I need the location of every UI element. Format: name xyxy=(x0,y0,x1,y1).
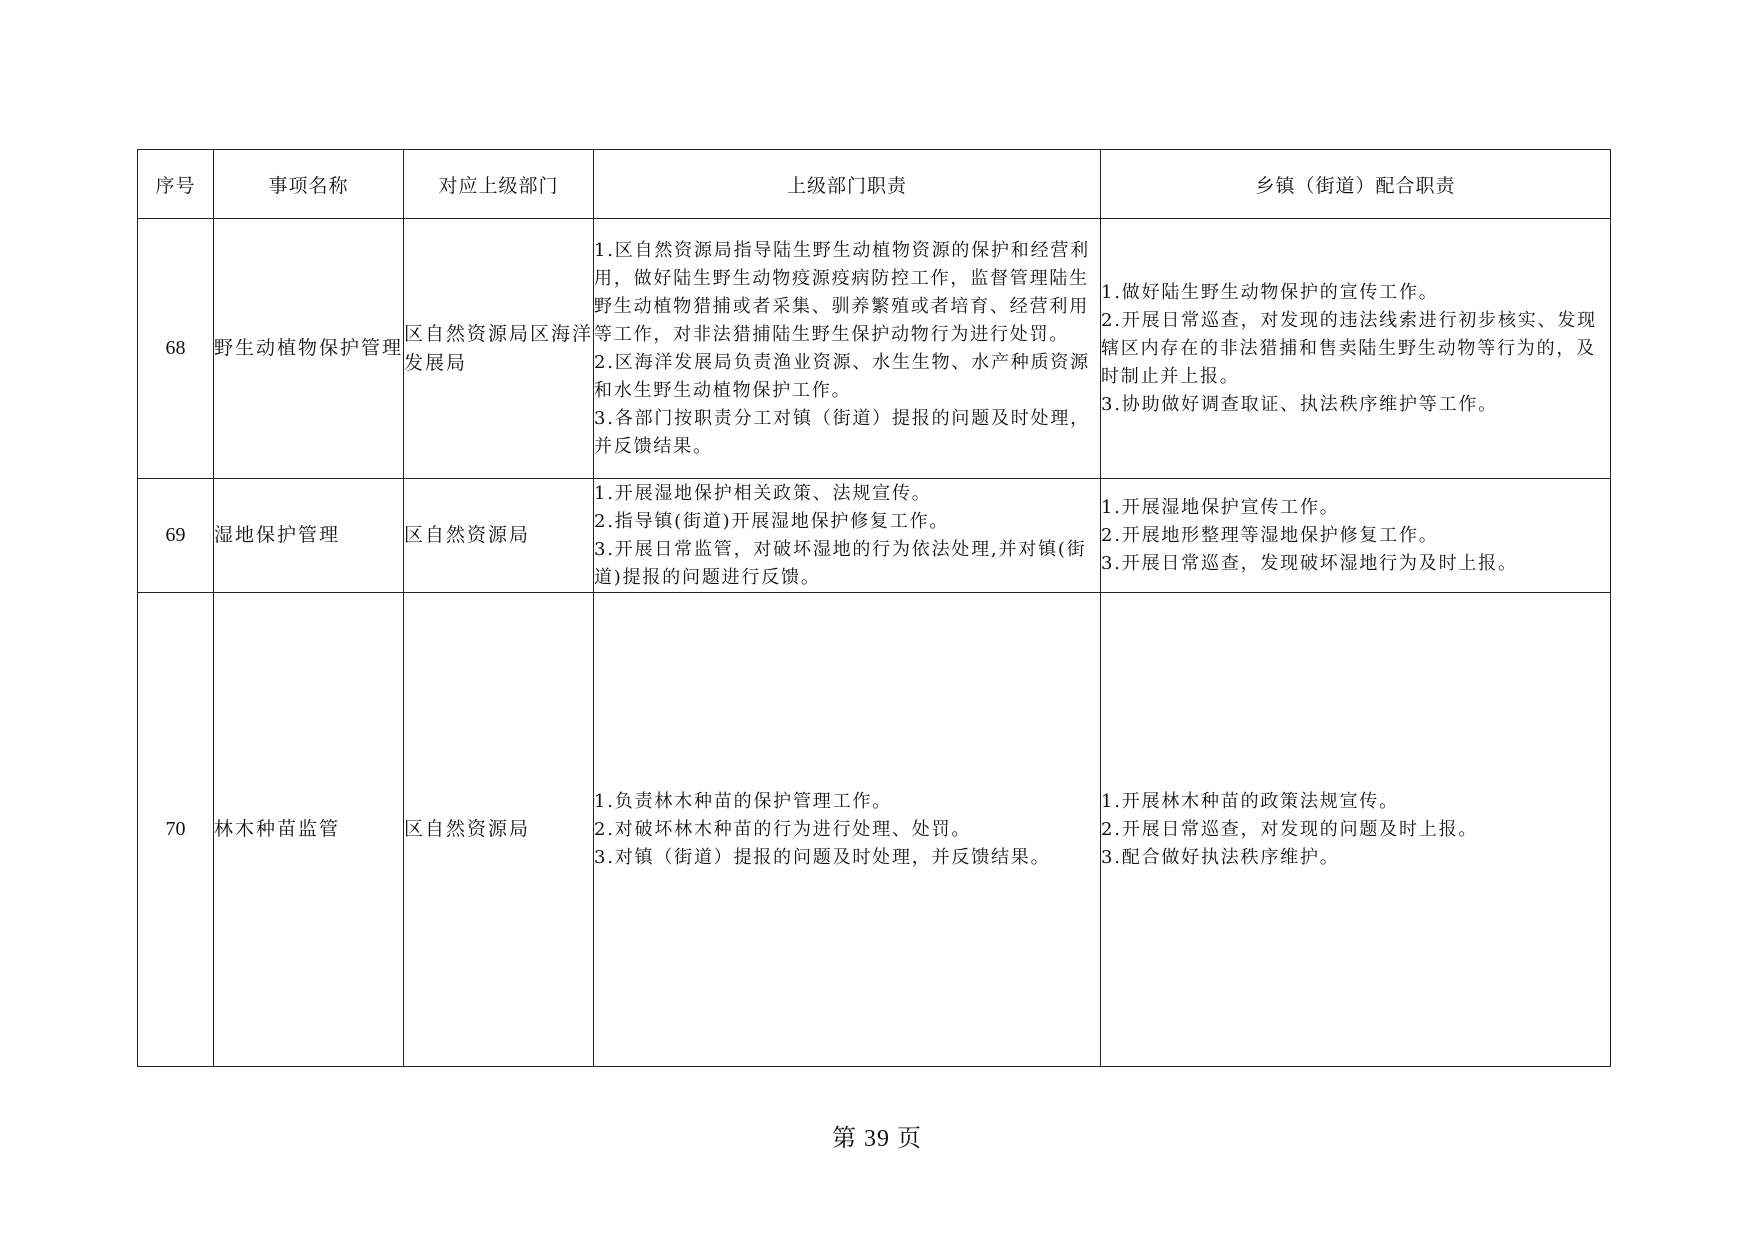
town-duty-item: 2.开展日常巡查，对发现的违法线索进行初步核实、发现辖区内存在的非法猎捕和售卖陆生野生动物等行为的，及时制止并上报。 xyxy=(1101,309,1597,387)
row-number: 70 xyxy=(138,593,214,1067)
header-item-name: 事项名称 xyxy=(214,150,404,219)
upper-duty-item: 1.区自然资源局指导陆生野生动植物资源的保护和经营利用，做好陆生野生动物疫源疫病防控工作，监督管理陆生野生动植物猎捕或者采集、驯养繁殖或者培育、经营利用等工作，对非法猎捕陆生野生保护动物行为进行处罚。 xyxy=(594,239,1090,345)
upper-duties-cell xyxy=(594,593,1101,1067)
upper-duty-item: 3.开展日常监管，对破坏湿地的行为依法处理,并对镇(街道)提报的问题进行反馈。 xyxy=(594,538,1087,588)
town-duties-cell xyxy=(1101,479,1611,593)
upper-duty-item: 2.指导镇(街道)开展湿地保护修复工作。 xyxy=(594,510,950,532)
town-duty-item: 1.开展林木种苗的政策法规宣传。 xyxy=(1101,790,1399,812)
town-duty-item: 1.做好陆生野生动物保护的宣传工作。 xyxy=(1101,281,1439,303)
upper-duty-item: 2.区海洋发展局负责渔业资源、水生生物、水产种质资源和水生野生动植物保护工作。 xyxy=(594,351,1090,401)
town-duty-item: 2.开展日常巡查，对发现的问题及时上报。 xyxy=(1101,818,1479,840)
row-number: 68 xyxy=(138,219,214,479)
town-duty-item: 2.开展地形整理等湿地保护修复工作。 xyxy=(1101,524,1439,546)
department: 区自然资源局 xyxy=(404,479,594,593)
town-duty-item: 3.协助做好调查取证、执法秩序维护等工作。 xyxy=(1101,393,1498,415)
town-duty-item: 3.配合做好执法秩序维护。 xyxy=(1101,846,1340,868)
item-name: 湿地保护管理 xyxy=(214,479,404,593)
department: 区自然资源局区海洋发展局 xyxy=(404,219,594,479)
town-duties-cell xyxy=(1101,219,1611,479)
item-name: 林木种苗监管 xyxy=(214,593,404,1067)
row-number: 69 xyxy=(138,479,214,593)
town-duty-item: 1.开展湿地保护宣传工作。 xyxy=(1101,496,1340,518)
upper-duty-item: 1.开展湿地保护相关政策、法规宣传。 xyxy=(594,482,932,504)
upper-duty-item: 2.对破坏林木种苗的行为进行处理、处罚。 xyxy=(594,818,972,840)
table-header-row xyxy=(138,150,1611,219)
department: 区自然资源局 xyxy=(404,593,594,1067)
duty-table xyxy=(137,149,1611,1067)
upper-duty-item: 1.负责林木种苗的保护管理工作。 xyxy=(594,790,892,812)
page-number: 第 39 页 xyxy=(832,1126,922,1152)
town-duties-cell xyxy=(1101,593,1611,1067)
table-row xyxy=(138,593,1611,1067)
table-row xyxy=(138,479,1611,593)
table-row xyxy=(138,219,1611,479)
upper-duty-item: 3.对镇（街道）提报的问题及时处理，并反馈结果。 xyxy=(594,846,1051,868)
header-department: 对应上级部门 xyxy=(404,150,594,219)
upper-duties-cell xyxy=(594,219,1101,479)
header-town-duties: 乡镇（街道）配合职责 xyxy=(1101,150,1611,219)
town-duty-item: 3.开展日常巡查，发现破坏湿地行为及时上报。 xyxy=(1101,552,1518,574)
upper-duty-item: 3.各部门按职责分工对镇（街道）提报的问题及时处理，并反馈结果。 xyxy=(594,407,1090,457)
header-index: 序号 xyxy=(138,150,214,219)
item-name: 野生动植物保护管理 xyxy=(214,219,404,479)
upper-duties-cell xyxy=(594,479,1101,593)
header-upper-duties: 上级部门职责 xyxy=(594,150,1101,219)
